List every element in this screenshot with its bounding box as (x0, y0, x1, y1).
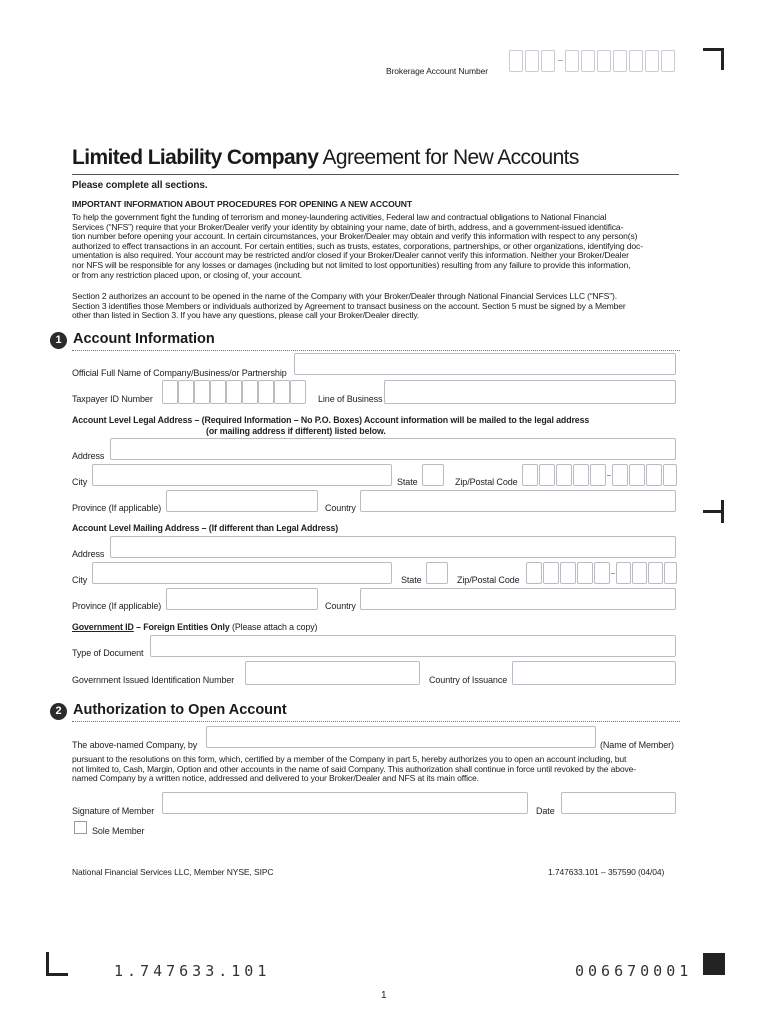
brokerage-digit-box[interactable] (565, 50, 579, 72)
zip-digit-box[interactable] (560, 562, 576, 584)
zip-digit-box[interactable] (543, 562, 559, 584)
footer-left: National Financial Services LLC, Member NYSE, SIPC (72, 867, 274, 877)
section-2-title: Authorization to Open Account (73, 702, 287, 718)
state-label: State (397, 477, 418, 487)
gov-id-number-field[interactable] (245, 661, 420, 685)
taxpayer-digit-box[interactable] (274, 380, 290, 404)
intro-p1-line: or from any restriction placed upon, or closing of, your account. (72, 269, 303, 280)
footer-right: 1.747633.101 – 357590 (04/04) (548, 867, 665, 877)
taxpayer-digit-box[interactable] (242, 380, 258, 404)
mailing-address-field[interactable] (110, 536, 676, 558)
title-bold: Limited Liability Company (72, 146, 319, 169)
legal-province-field[interactable] (166, 490, 318, 512)
full-name-label: Official Full Name of Company/Business/or Partnership (72, 368, 287, 378)
country-label: Country (325, 503, 356, 513)
legal-country-field[interactable] (360, 490, 676, 512)
crop-mark-bottom-left-h (46, 973, 68, 976)
intro-p1-line: authorized to effect transactions in an account. For certain entities, such as trusts, estates, corporations, partnerships, or other organizations, identifying doc- (72, 240, 643, 251)
legal-address-heading-b: – (Required Information – No P.O. Boxes) Account information will be mailed to the legal address (194, 415, 590, 425)
zip-digit-box[interactable] (526, 562, 542, 584)
taxpayer-digit-box[interactable] (162, 380, 178, 404)
page-title (72, 146, 579, 170)
address2-label: Address (72, 549, 105, 559)
intro-p2-line: other than listed in Section 3. If you have any questions, please call your Broker/Dealer directly. (72, 310, 420, 321)
intro-paragraph-2 (72, 292, 682, 321)
mailing-heading-a: Account Level Mailing Address (72, 523, 200, 533)
zip-digit-box[interactable] (648, 562, 663, 584)
line-of-business-field[interactable] (384, 380, 676, 404)
doc-type-label: Type of Document (72, 648, 144, 658)
full-name-field[interactable] (294, 353, 676, 375)
doc-type-field[interactable] (150, 635, 676, 657)
taxpayer-id-label: Taxpayer ID Number (72, 394, 153, 404)
sole-member-label: Sole Member (92, 826, 145, 836)
member-name-field[interactable] (206, 726, 596, 748)
crop-mark-top-right-v (721, 48, 724, 70)
gov-id-number-label: Government Issued Identification Number (72, 675, 235, 685)
signature-label: Signature of Member (72, 806, 155, 816)
legal-address-heading-c: (or mailing address if different) listed below. (206, 426, 386, 436)
taxpayer-digit-box[interactable] (258, 380, 274, 404)
title-rest: Agreement for New Accounts (322, 146, 579, 169)
country2-label: Country (325, 601, 356, 611)
intro-p1-line: umentation is also required. Your account may be restricted and/or closed if your Broker/Dealer cannot verify this information. Neither your Broker/Dealer (72, 250, 629, 261)
date-field[interactable] (561, 792, 676, 814)
above-named-label: The above-named Company, by (72, 740, 198, 750)
gov-id-heading-a: Government ID (72, 622, 134, 632)
intro-p1-line: Services (“NFS”) require that your Broker/Dealer verify your identity by obtaining your name, date of birth, address, and a government-issued identifica- (72, 221, 624, 232)
ocr-form-number: 1.747633.101 (114, 962, 271, 980)
mailing-province-field[interactable] (166, 588, 318, 610)
brokerage-account-label: Brokerage Account Number (386, 66, 489, 76)
zip-digit-box[interactable] (629, 464, 645, 486)
legal-address-heading-a: Account Level Legal Address (72, 415, 193, 425)
legal-city-field[interactable] (92, 464, 392, 486)
mailing-country-field[interactable] (360, 588, 676, 610)
zip-digit-box[interactable] (594, 562, 610, 584)
brokerage-digit-box[interactable] (629, 50, 643, 72)
province2-label: Province (If applicable) (72, 601, 162, 611)
zip-digit-box[interactable] (664, 562, 677, 584)
zip-dash (611, 573, 615, 574)
complete-all-sections: Please complete all sections. (72, 180, 208, 191)
page-number: 1 (381, 990, 387, 1001)
taxpayer-digit-box[interactable] (178, 380, 194, 404)
brokerage-digit-box[interactable] (581, 50, 595, 72)
intro-p1-line: tion number before opening your account. In certain circumstances, your Broker/Dealer may obtain and verify this information with respect to any person(s) (72, 231, 638, 242)
section-2-rule (72, 721, 680, 722)
country-issuance-field[interactable] (512, 661, 676, 685)
zip-digit-box[interactable] (663, 464, 677, 486)
intro-p2-line: Section 2 authorizes an account to be opened in the name of the Company with your Broker/Dealer through National Financial Services LLC (“NFS”). (72, 291, 617, 301)
zip-digit-box[interactable] (646, 464, 662, 486)
province-label: Province (If applicable) (72, 503, 162, 513)
zip-digit-box[interactable] (522, 464, 538, 486)
taxpayer-digit-box[interactable] (226, 380, 242, 404)
auth-line: pursuant to the resolutions on this form, which, certified by a member of the Company in part 5, hereby authorizes you to open an account including, but (72, 754, 627, 764)
taxpayer-digit-box[interactable] (210, 380, 226, 404)
important-heading: IMPORTANT INFORMATION ABOUT PROCEDURES FOR OPENING A NEW ACCOUNT (72, 199, 413, 209)
authorization-paragraph (72, 755, 682, 784)
section-1-rule (72, 350, 680, 351)
title-rule (72, 174, 679, 175)
state2-label: State (401, 575, 422, 585)
brokerage-dash (558, 60, 563, 61)
date-label: Date (536, 806, 555, 816)
intro-p1-line: To help the government fight the funding of terrorism and money-laundering activities, Federal law and contractual obligations to National Financial (72, 212, 607, 222)
mailing-heading-b: – (If different than Legal Address) (201, 523, 339, 533)
name-of-member-label: (Name of Member) (600, 740, 674, 750)
signature-field[interactable] (162, 792, 528, 814)
section-2-number: 2 (50, 703, 67, 720)
section-1-number: 1 (50, 332, 67, 349)
legal-address-heading (72, 415, 589, 425)
intro-p2-line: Section 3 identifies those Members or individuals authorized by Agreement to transact business on the account. Section 5 must be signed by a Member (72, 300, 626, 311)
auth-line: not limited to, Cash, Margin, Option and other accounts in the name of said Company. This authorization shall continue in force until revoked by the above- (72, 763, 636, 774)
zip-digit-box[interactable] (612, 464, 628, 486)
zip-digit-box[interactable] (556, 464, 572, 486)
auth-line: named Company by a written notice, addressed and delivered to your Broker/Dealer and NFS at its main office. (72, 773, 479, 784)
crop-mark-mid-right-v (721, 500, 724, 523)
section-1-title: Account Information (73, 331, 215, 347)
legal-state-field[interactable] (422, 464, 444, 486)
ocr-sequence-number: 006670001 (575, 962, 693, 980)
zip-digit-box[interactable] (573, 464, 589, 486)
brokerage-digit-box[interactable] (645, 50, 659, 72)
gov-id-heading-b: – Foreign Entities Only (136, 622, 230, 632)
mailing-state-field[interactable] (426, 562, 448, 584)
brokerage-digit-box[interactable] (661, 50, 675, 72)
legal-address-field[interactable] (110, 438, 676, 460)
zip-digit-box[interactable] (590, 464, 606, 486)
gov-id-heading (72, 622, 317, 632)
zip-digit-box[interactable] (632, 562, 647, 584)
intro-p1-line: nor NFS will be responsible for any losses or damages (including but not limited to lost opportunities) resulting from any failure to provide this information, (72, 259, 631, 270)
registration-square (703, 953, 725, 975)
brokerage-digit-box[interactable] (525, 50, 539, 72)
brokerage-digit-box[interactable] (597, 50, 611, 72)
zip-digit-box[interactable] (539, 464, 555, 486)
intro-paragraph-1 (72, 213, 682, 280)
brokerage-digit-box[interactable] (541, 50, 555, 72)
brokerage-digit-box[interactable] (613, 50, 627, 72)
taxpayer-digit-box[interactable] (194, 380, 210, 404)
address-label: Address (72, 451, 105, 461)
city2-label: City (72, 575, 88, 585)
zip-digit-box[interactable] (577, 562, 593, 584)
zip-digit-box[interactable] (616, 562, 631, 584)
brokerage-digit-box[interactable] (509, 50, 523, 72)
city-label: City (72, 477, 88, 487)
mailing-address-heading (72, 523, 338, 533)
zip-label: Zip/Postal Code (455, 477, 518, 487)
gov-id-heading-c: (Please attach a copy) (232, 622, 318, 632)
zip2-label: Zip/Postal Code (457, 575, 520, 585)
mailing-city-field[interactable] (92, 562, 392, 584)
country-issuance-label: Country of Issuance (429, 675, 508, 685)
line-of-business-label: Line of Business (318, 394, 383, 404)
zip-dash (607, 475, 611, 476)
taxpayer-digit-box[interactable] (290, 380, 306, 404)
sole-member-checkbox[interactable] (74, 821, 87, 834)
